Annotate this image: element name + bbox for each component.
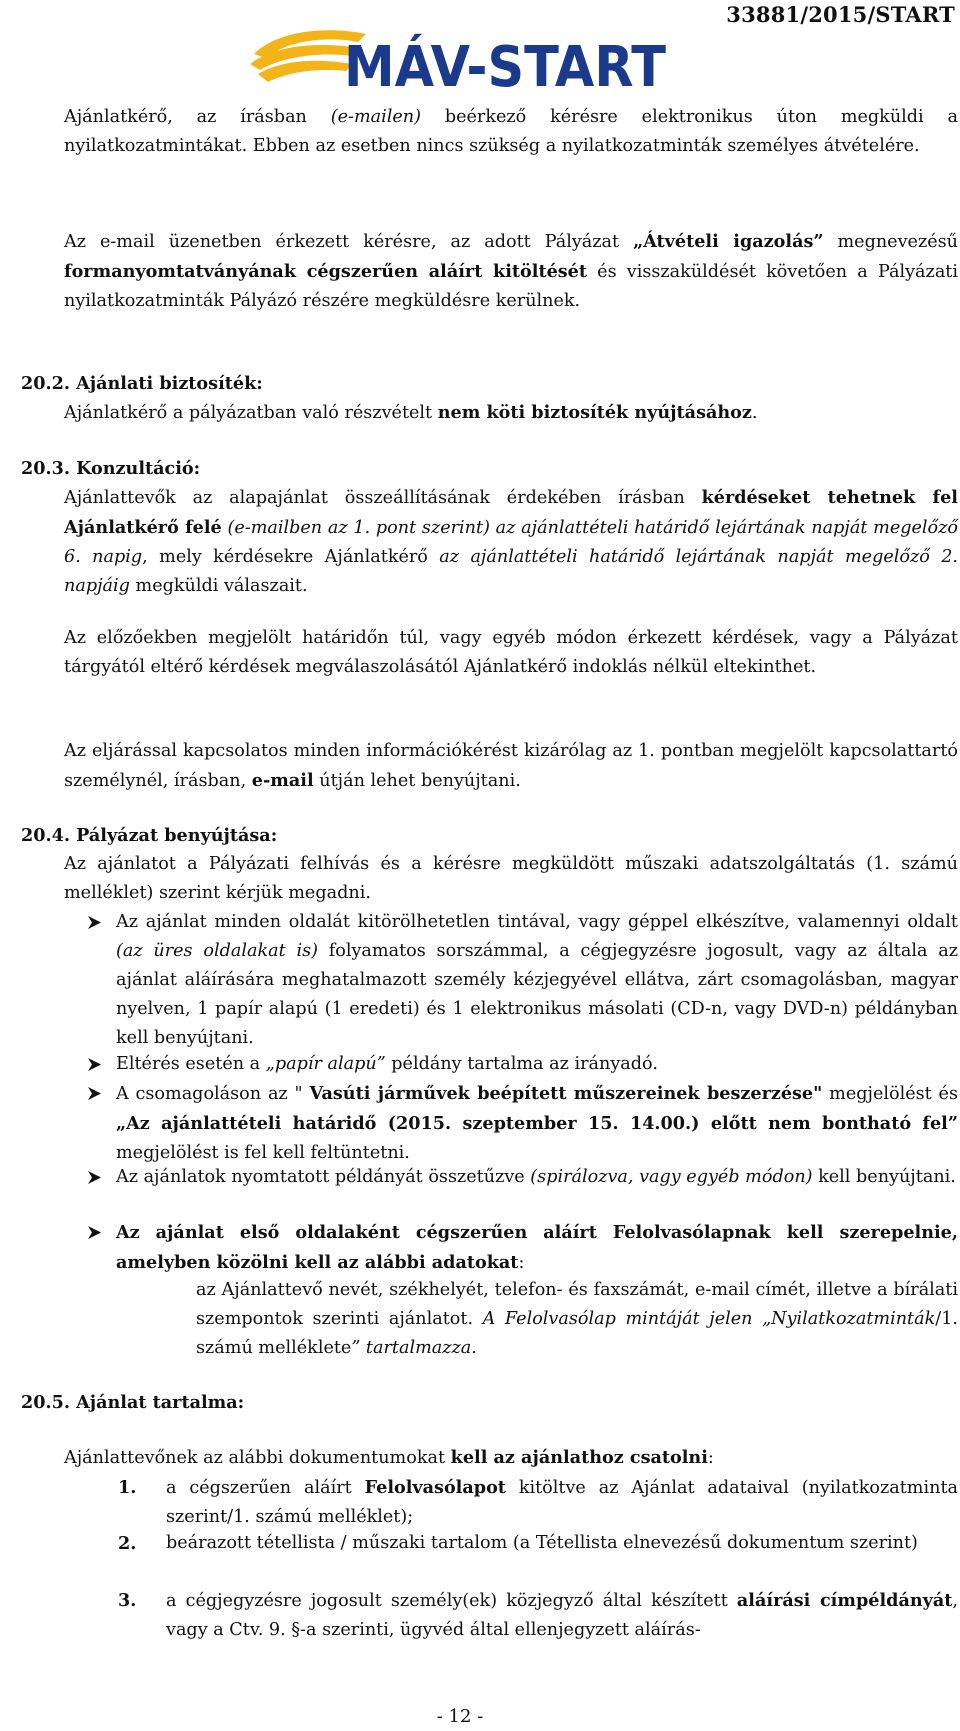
paragraph-attachments-intro: Ajánlattevőnek az alábbi dokumentumokat kell az ajánlathoz csatolni: xyxy=(64,1447,714,1468)
paragraph-bid-security: Ajánlatkérő a pályázatban való részvételt nem köti biztosíték nyújtásához. xyxy=(64,402,758,423)
heading-20-3: 20.3. Konzultáció: xyxy=(21,458,201,479)
paragraph-email-request: Ajánlatkérő, az írásban (e-mailen) beérkező kérésre elektronikus úton megküldi a nyilatkozatmintákat. Ebben az esetben nincs szükség a nyilatkozatminták személyes átvételére. xyxy=(64,107,959,156)
heading-20-5: 20.5. Ajánlat tartalma: xyxy=(21,1392,245,1413)
list-item-item-list: beárazott tétellista / műszaki tartalom (a Tétellista elnevezésű dokumentum szerint) xyxy=(166,1533,918,1553)
arrow-bullet-icon xyxy=(85,1163,105,1192)
document-reference: 33881/2015/START xyxy=(726,2,955,27)
paragraph-late-questions: Az előzőekben megjelölt határidőn túl, vagy egyéb módon érkezett kérdések, vagy a Pályázat tárgyától eltérő kérdések megválaszolásától Ajánlatkérő indoklás nélkül eltekinthet. xyxy=(64,628,958,677)
paragraph-receipt-confirmation: Az e-mail üzenetben érkezett kérésre, az adott Pályázat „Átvételi igazolás” megnevezésű formanyomtatványának cégszerűen aláírt kitöltését és visszaküldését követően a Pályázati nyilatkozatminták Pályázó részére megküldésre kerülnek. xyxy=(64,231,958,311)
bullet-cover-sheet: Az ajánlat első oldalaként cégszerűen aláírt Felolvasólapnak kell szerepelnie, amelyben közölni kell az alábbi adatokat: xyxy=(116,1222,958,1273)
heading-20-2: 20.2. Ajánlati biztosíték: xyxy=(21,373,263,394)
page-number: - 12 - xyxy=(436,1706,484,1727)
paragraph-consultation: Ajánlattevők az alapajánlat összeállításának érdekében írásban kérdéseket tehetnek fel Ajánlatkérő felé (e-mailben az 1. pont szerint) az ajánlattételi határidő lejártának napját megelőző 6. napig, mely kérdésekre Ajánlatkérő az ajánlattételi határidő lejártának napját megelőző 2. napjáig megküldi válaszait. xyxy=(64,487,958,596)
bullet-submission-format: Az ajánlat minden oldalát kitörölhetetlen tintával, vagy géppel elkészítve, valamennyi oldalt (az üres oldalakat is) folyamatos sorszámmal, a cégjegyzésre jogosult, vagy az általa az ajánlat aláírására meghatalmazott személy kézjegyével ellátva, zárt csomagolásban, magyar nyelven, 1 papír alapú (1 eredeti) és 1 elektronikus másolati (CD-n, vagy DVD-n) példányban kell benyújtani. xyxy=(116,912,958,1048)
list-number: 2. xyxy=(118,1533,137,1554)
list-item-signature-specimen: a cégjegyzésre jogosult személy(ek) közjegyző által készített aláírási címpéldányát, vagy a Ctv. 9. §-a szerinti, ügyvéd által ellenjegyzett aláírás- xyxy=(166,1590,959,1640)
list-number: 1. xyxy=(118,1477,137,1498)
heading-20-4: 20.4. Pályázat benyújtása: xyxy=(21,825,278,846)
arrow-bullet-icon xyxy=(85,1079,105,1108)
list-item-cover-sheet: a cégszerűen aláírt Felolvasólapot kitöltve az Ajánlat adataival (nyilatkozatminta szerint/1. számú melléklet); xyxy=(166,1477,959,1527)
paragraph-submission-intro: Az ajánlatot a Pályázati felhívás és a kérésre megküldött műszaki adatszolgáltatás (1. számú melléklet) szerint kérjük megadni. xyxy=(64,854,958,903)
list-number: 3. xyxy=(118,1590,137,1611)
arrow-bullet-icon xyxy=(85,1050,105,1079)
paragraph-cover-sheet-data: az Ajánlattevő nevét, székhelyét, telefon- és faxszámát, e-mail címét, illetve a bírálati szempontok szerinti ajánlatot. A Felolvasólap mintáját jelen „Nyilatkozatminták/1. számú melléklete” tartalmazza. xyxy=(196,1280,958,1358)
logo-text: MÁV-START xyxy=(344,35,666,96)
bullet-packaging: A csomagoláson az " Vasúti járművek beépített műszereinek beszerzése" megjelölést és „Az ajánlattételi határidő (2015. szeptember 15. 14.00.) előtt nem bontható fel” megjelölést is fel kell feltüntetni. xyxy=(116,1083,958,1163)
arrow-bullet-icon xyxy=(85,1218,105,1247)
paragraph-information-requests: Az eljárással kapcsolatos minden információkérést kizárólag az 1. pontban megjelölt kapcsolattartó személynél, írásban, e-mail útján lehet benyújtani. xyxy=(64,741,958,791)
mav-start-logo xyxy=(248,24,670,96)
bullet-binding: Az ajánlatok nyomtatott példányát összetűzve (spirálozva, vagy egyéb módon) kell benyújtani. xyxy=(116,1167,956,1187)
bullet-discrepancy: Eltérés esetén a „papír alapú” példány tartalma az irányadó. xyxy=(116,1054,658,1074)
arrow-bullet-icon xyxy=(85,908,105,937)
